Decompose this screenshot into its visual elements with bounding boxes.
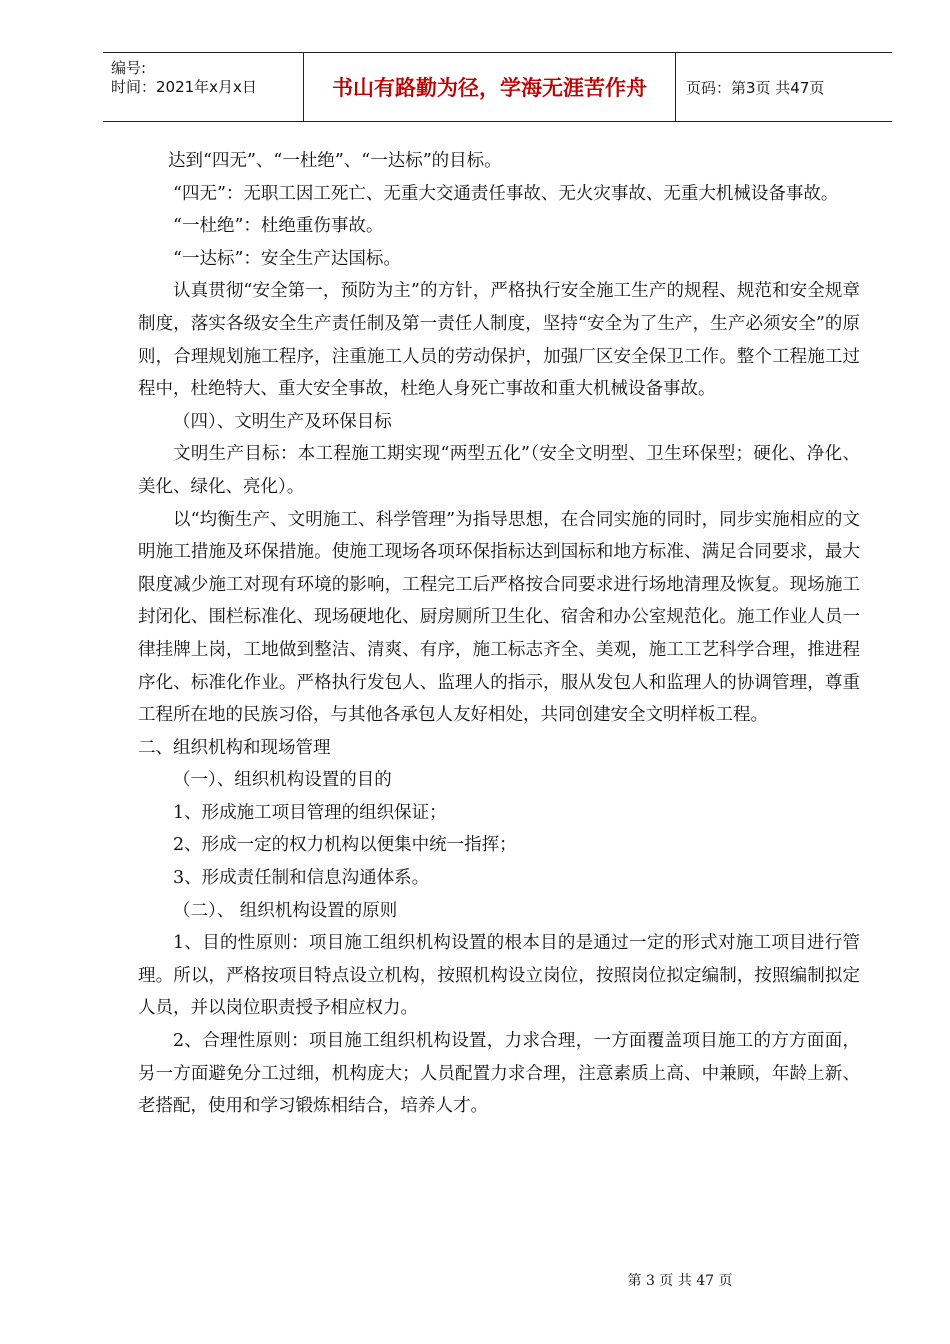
paragraph: 认真贯彻“安全第一，预防为主”的方针，严格执行安全施工生产的规程、规范和安全规章制度，落实各级安全生产责任制及第一责任人制度，坚持“安全为了生产，生产必须安全”的原则，合理规划施工程序，注重施工人员的劳动保护，加强厂区安全保卫工作。整个工程施工过程中，杜绝特大、重大安全事故，杜绝人身死亡事故和重大机械设备事故。: [138, 281, 860, 400]
paragraph: 文明生产目标：本工程施工期实现“两型五化”（安全文明型、卫生环保型；硬化、净化、美化、绿化、亮化）。: [138, 444, 860, 497]
page-footer: 第 3 页 共 47 页: [627, 1273, 733, 1289]
paragraph: “四无”：无职工因工死亡、无重大交通责任事故、无火灾事故、无重大机械设备事故。: [173, 183, 839, 204]
header-page-number: 页码：第3页 共47页: [686, 78, 825, 97]
header-motto: 书山有路勤为径，学海无涯苦作舟: [303, 53, 676, 121]
page-header: [103, 52, 892, 122]
paragraph: 2、合理性原则：项目施工组织机构设置，力求合理，一方面覆盖项目施工的方方面面，另一方面避免分工过细，机构庞大；人员配置力求合理，注意素质上高、中兼顾，年龄上新、老搭配，使用和学习锻炼相结合，培养人才。: [138, 1031, 860, 1117]
section-heading: （四）、文明生产及环保目标: [173, 411, 392, 432]
document-number-label: 编号:: [111, 59, 147, 77]
list-item: 2、形成一定的权力机构以便集中统一指挥；: [173, 835, 517, 856]
paragraph: “一杜绝”：杜绝重伤事故。: [173, 216, 384, 237]
paragraph: 1、目的性原则：项目施工组织机构设置的根本目的是通过一定的形式对施工项目进行管理。所以，严格按项目特点设立机构，按照机构设立岗位，按照岗位拟定编制，按照编制拟定人员，并以岗位职责授予相应权力。: [138, 933, 860, 1019]
section-heading: （一）、组织机构设置的目的: [173, 770, 392, 791]
section-heading: （二）、 组织机构设置的原则: [173, 900, 398, 921]
paragraph: “一达标”：安全生产达国标。: [173, 248, 401, 269]
list-item: 1、形成施工项目管理的组织保证；: [173, 802, 447, 823]
list-item: 3、形成责任制和信息沟通体系。: [173, 868, 430, 889]
paragraph: 达到“四无”、“一杜绝”、“一达标”的目标。: [168, 151, 502, 171]
paragraph: 以“均衡生产、文明施工、科学管理”为指导思想，在合同实施的同时，同步实施相应的文明施工措施及环保措施。使施工现场各项环保指标达到国标和地方标准、满足合同要求，最大限度减少施工对现有环境的影响，工程完工后严格按合同要求进行场地清理及恢复。现场施工封闭化、围栏标准化、现场硬地化、厨房厕所卫生化、宿舍和办公室规范化。施工作业人员一律挂牌上岗，工地做到整洁、清爽、有序，施工标志齐全、美观，施工工艺科学合理，推进程序化、标准化作业。严格执行发包人、监理人的指示，服从发包人和监理人的协调管理，尊重工程所在地的民族习俗，与其他各承包人友好相处，共同创建安全文明样板工程。: [138, 509, 860, 726]
chapter-heading: 二、组织机构和现场管理: [138, 737, 331, 758]
document-date-label: 时间：2021年x月x日: [111, 78, 257, 96]
header-meta: [103, 53, 303, 121]
document-body: [138, 145, 860, 1123]
